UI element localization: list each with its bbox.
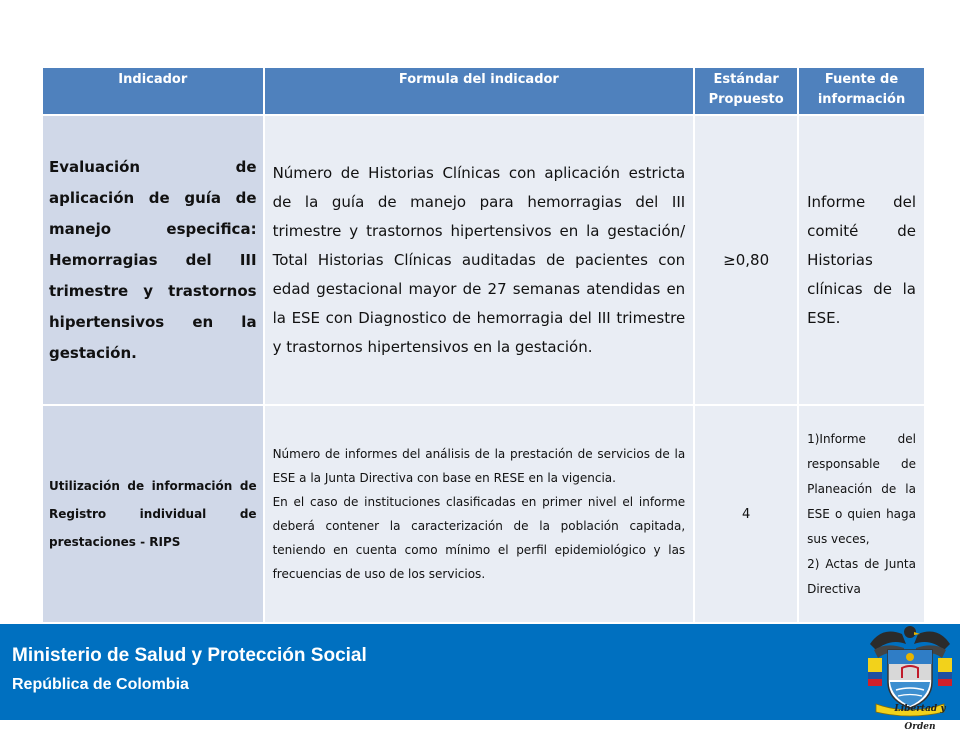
country-name: República de Colombia <box>12 676 189 693</box>
ministry-name: Ministerio de Salud y Protección Social <box>12 645 367 666</box>
cell-indicador: Utilización de información de Registro individual de prestaciones - RIPS <box>43 406 263 622</box>
cell-indicador: Evaluación de aplicación de guía de manejo especifica: Hemorragias del III trimestre y trastornos hipertensivos en la gestación. <box>43 116 263 404</box>
table-row <box>43 116 924 404</box>
cell-fuente <box>799 406 924 622</box>
motto-text: Libertad y Orden <box>894 704 946 732</box>
fuente-paragraph: 2) Actas de Junta Directiva <box>807 556 916 596</box>
footer-bar <box>0 624 960 732</box>
cell-formula: Número de Historias Clínicas con aplicación estricta de la guía de manejo para hemorragias del III trimestre y trastornos hipertensivos en la gestación/ Total Historias Clínicas auditadas de pacientes con edad gestacional mayor de 27 semanas atendidas en la ESE con Diagnostico de hemorragia del III trimestre y trastornos hipertensivos en la gestación. <box>265 116 694 404</box>
fuente-paragraph: 1)Informe del responsable de Planeación de la ESE o quien haga sus veces, <box>807 431 916 546</box>
cell-formula <box>265 406 694 622</box>
table-row <box>43 406 924 622</box>
table-header-row <box>43 68 924 114</box>
formula-paragraph: Número de informes del análisis de la prestación de servicios de la ESE a la Junta Directiva con base en RESE en la vigencia. <box>272 447 686 485</box>
header-estandar: Estándar Propuesto <box>695 68 797 114</box>
header-formula: Formula del indicador <box>265 68 694 114</box>
formula-paragraph: En el caso de instituciones clasificadas en primer nivel el informe deberá contener la caracterización de la población capitada, teniendo en cuenta como mínimo el perfil epidemiológico y las frecuencias de uso de los servicios. <box>272 495 686 581</box>
cell-estandar: ≥0,80 <box>695 116 797 404</box>
header-indicador: Indicador <box>43 68 263 114</box>
header-fuente: Fuente de información <box>799 68 924 114</box>
indicator-table <box>41 66 926 624</box>
cell-estandar: 4 <box>695 406 797 622</box>
cell-fuente: Informe del comité de Historias clínicas de la ESE. <box>799 116 924 404</box>
